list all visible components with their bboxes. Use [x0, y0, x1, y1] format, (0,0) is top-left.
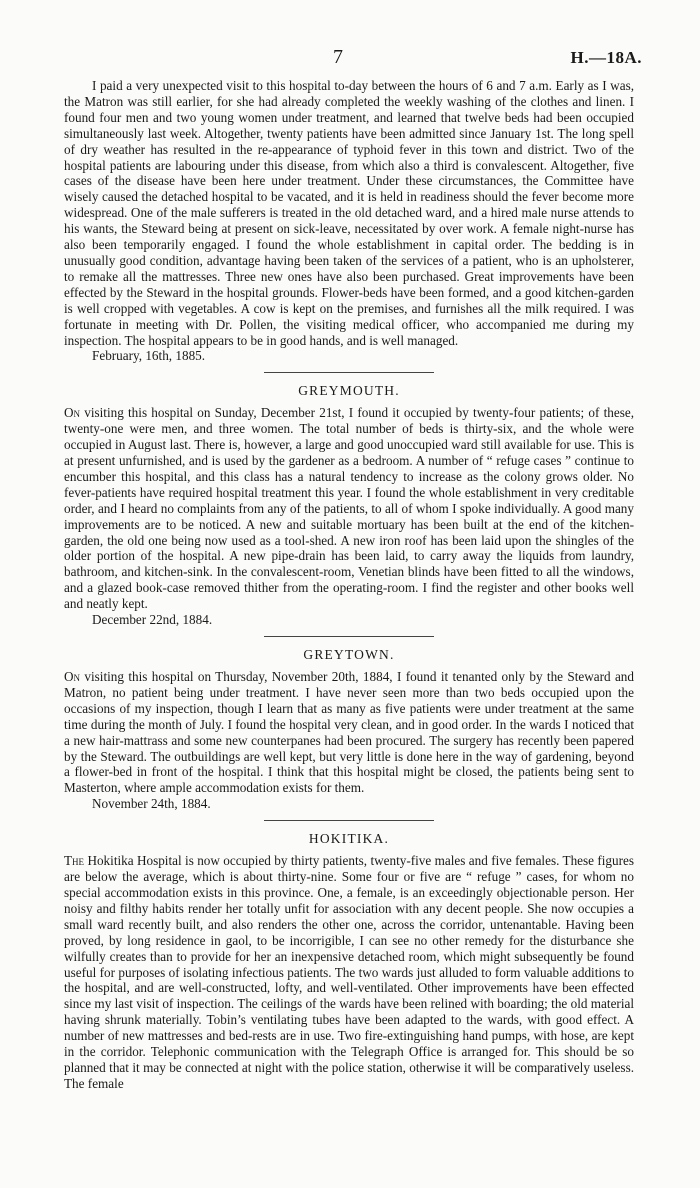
paragraph-lead-word: On	[64, 669, 81, 684]
section-title: GREYTOWN.	[303, 647, 395, 662]
section-intro-report	[64, 78, 634, 364]
page-number: 7	[333, 46, 343, 68]
report-paragraph: I paid a very unexpected visit to this hospital to-day between the hours of 6 and 7 a.m. Early as I was, the Matron was still earlier, for she had already completed the weekly washing of the clothes and linen. I found four men and two young women under treatment, and learned that twelve beds had been occupied simultaneously last week. Altogether, twenty patients have been admitted since January 1st. The long spell of dry weather has resulted in the re-appearance of typhoid fever in this town and district. Two of the hospital patients are labouring under this disease, from which also a third is convalescent. Altogether, five cases of the disease have been here under treatment. Under these circumstances, the Committee have wisely caused the detached hospital to be vacated, and it is held in readiness should the fever become more widespread. One of the male sufferers is treated in the old detached ward, and a hired male nurse attends to his wants, the Steward being at present on sick-leave, necessitated by over work. A female night-nurse has also been temporarily engaged. I found the whole establishment in capital order. The bedding is in unusually good condition, advantage having been taken of the services of a patient, who is an upholsterer, to remake all the mattresses. Three new ones have also been purchased. Great improvements have been effected by the Steward in the hospital grounds. Flower-beds have been formed, and a good kitchen-garden is well cropped with vegetables. A cow is kept on the premises, and furnishes all the milk required. I was fortunate in meeting with Dr. Pollen, the visiting medical officer, who accompanied me during my inspection. The hospital appears to be in good hands, and is well managed.	[64, 78, 634, 348]
section-divider	[264, 636, 434, 637]
section-divider	[264, 372, 434, 373]
paragraph-lead-word: The	[64, 853, 85, 869]
paragraph-lead-word: On	[64, 405, 81, 421]
paragraph-body: visiting this hospital on Thursday, November 20th, 1884, I found it tenanted only by the Steward and Matron, no patient being under treatment. I have never seen more than two beds occupied upon the occasions of my inspection, though I learn that as many as five patients were under treatment at the same time during the month of July. I found the hospital very clean, and in good order. In the wards I noticed that a new hair-mattrass and some new counterpanes had been procured. The surgery has recently been papered by the Steward. The outbuildings are well kept, but very little is done here in the way of gardening, beyond a flower-bed in front of the hospital. I think that this hospital might be closed, the patients being sent to Masterton, where ample accommodation exists for them.	[64, 669, 634, 796]
report-date: November 24th, 1884.	[92, 796, 211, 812]
report-date: February, 16th, 1885.	[92, 348, 206, 364]
report-paragraph	[64, 405, 634, 612]
report-paragraph	[64, 853, 634, 1092]
document-body	[64, 78, 634, 1092]
report-date: December 22nd, 1884.	[92, 612, 213, 628]
section-greymouth	[64, 383, 634, 628]
report-paragraph	[64, 669, 634, 796]
section-divider	[264, 820, 434, 821]
document-reference: H.—18A.	[570, 48, 642, 67]
section-title: GREYMOUTH.	[298, 383, 400, 399]
section-hokitika	[64, 831, 634, 1092]
paragraph-body: Hokitika Hospital is now occupied by thirty patients, twenty-five males and five females. These figures are below the average, which is about thirty-nine. Some four or five are “ refuge ” cases, for whom no special accommodation exists in this province. One, a female, is an exceedingly objectionable person. Her noisy and filthy habits render her totally unfit for association with any decent people. She now occupies a small ward recently built, and also renders the other one, across the corridor, untenantable. Having been proved, by long residence in gaol, to be incorrigible, I can see no other remedy for the disturbance she wilfully creates than to provide for her an inexpensive detached room, which might subsequently be found useful for purposes of isolating infectious patients. The two wards just alluded to form valuable additions to the hospital, and are well-constructed, lofty, and well-ventilated. Other improvements have been effected since my last visit of inspection. The ceilings of the wards have been relined with boarding; the old material having shrunk materially. Tobin’s ventilating tubes have been adapted to the wards, with good effect. A number of new mattresses and bed-rests are in use. Two fire-extinguishing hand pumps, with hose, are kept in the corridor. Telephonic communication with the Telegraph Office is arranged for. This should be so planned that it may be connected at night with the police station, otherwise it will be comparatively useless. The female	[64, 853, 634, 1091]
paragraph-body: visiting this hospital on Sunday, December 21st, I found it occupied by twenty-four patients; of these, twenty-one were men, and three women. The total number of beds is thirty-six, and the whole were occupied in August last. There is, however, a large and good unoccupied ward still available for use. This is at present unfurnished, and is used by the gardener as a bedroom. A number of “ refuge cases ” continue to encumber this hospital, and this class has a natural tendency to increase as the colony grows older. No fever-patients have required hospital treatment this year. I found the whole establishment in very creditable order, and I heard no complaints from any of the patients, to all of whom I spoke individually. A good many improvements are to be noticed. A new and suitable mortuary has been built at the end of the kitchen-garden, the old one being now used as a tool-shed. A new iron roof has been laid upon the shingles of the older portion of the hospital. A new pipe-drain has been laid, to carry away the liquids from laundry, bathroom, and kitchen-sink. In the convalescent-room, Venetian blinds have been fitted to all the windows, and a glazed book-case removed thither from the operating-room. I find the register and other books well and neatly kept.	[64, 405, 634, 612]
section-title: HOKITIKA.	[308, 831, 390, 847]
section-greytown	[64, 647, 634, 812]
